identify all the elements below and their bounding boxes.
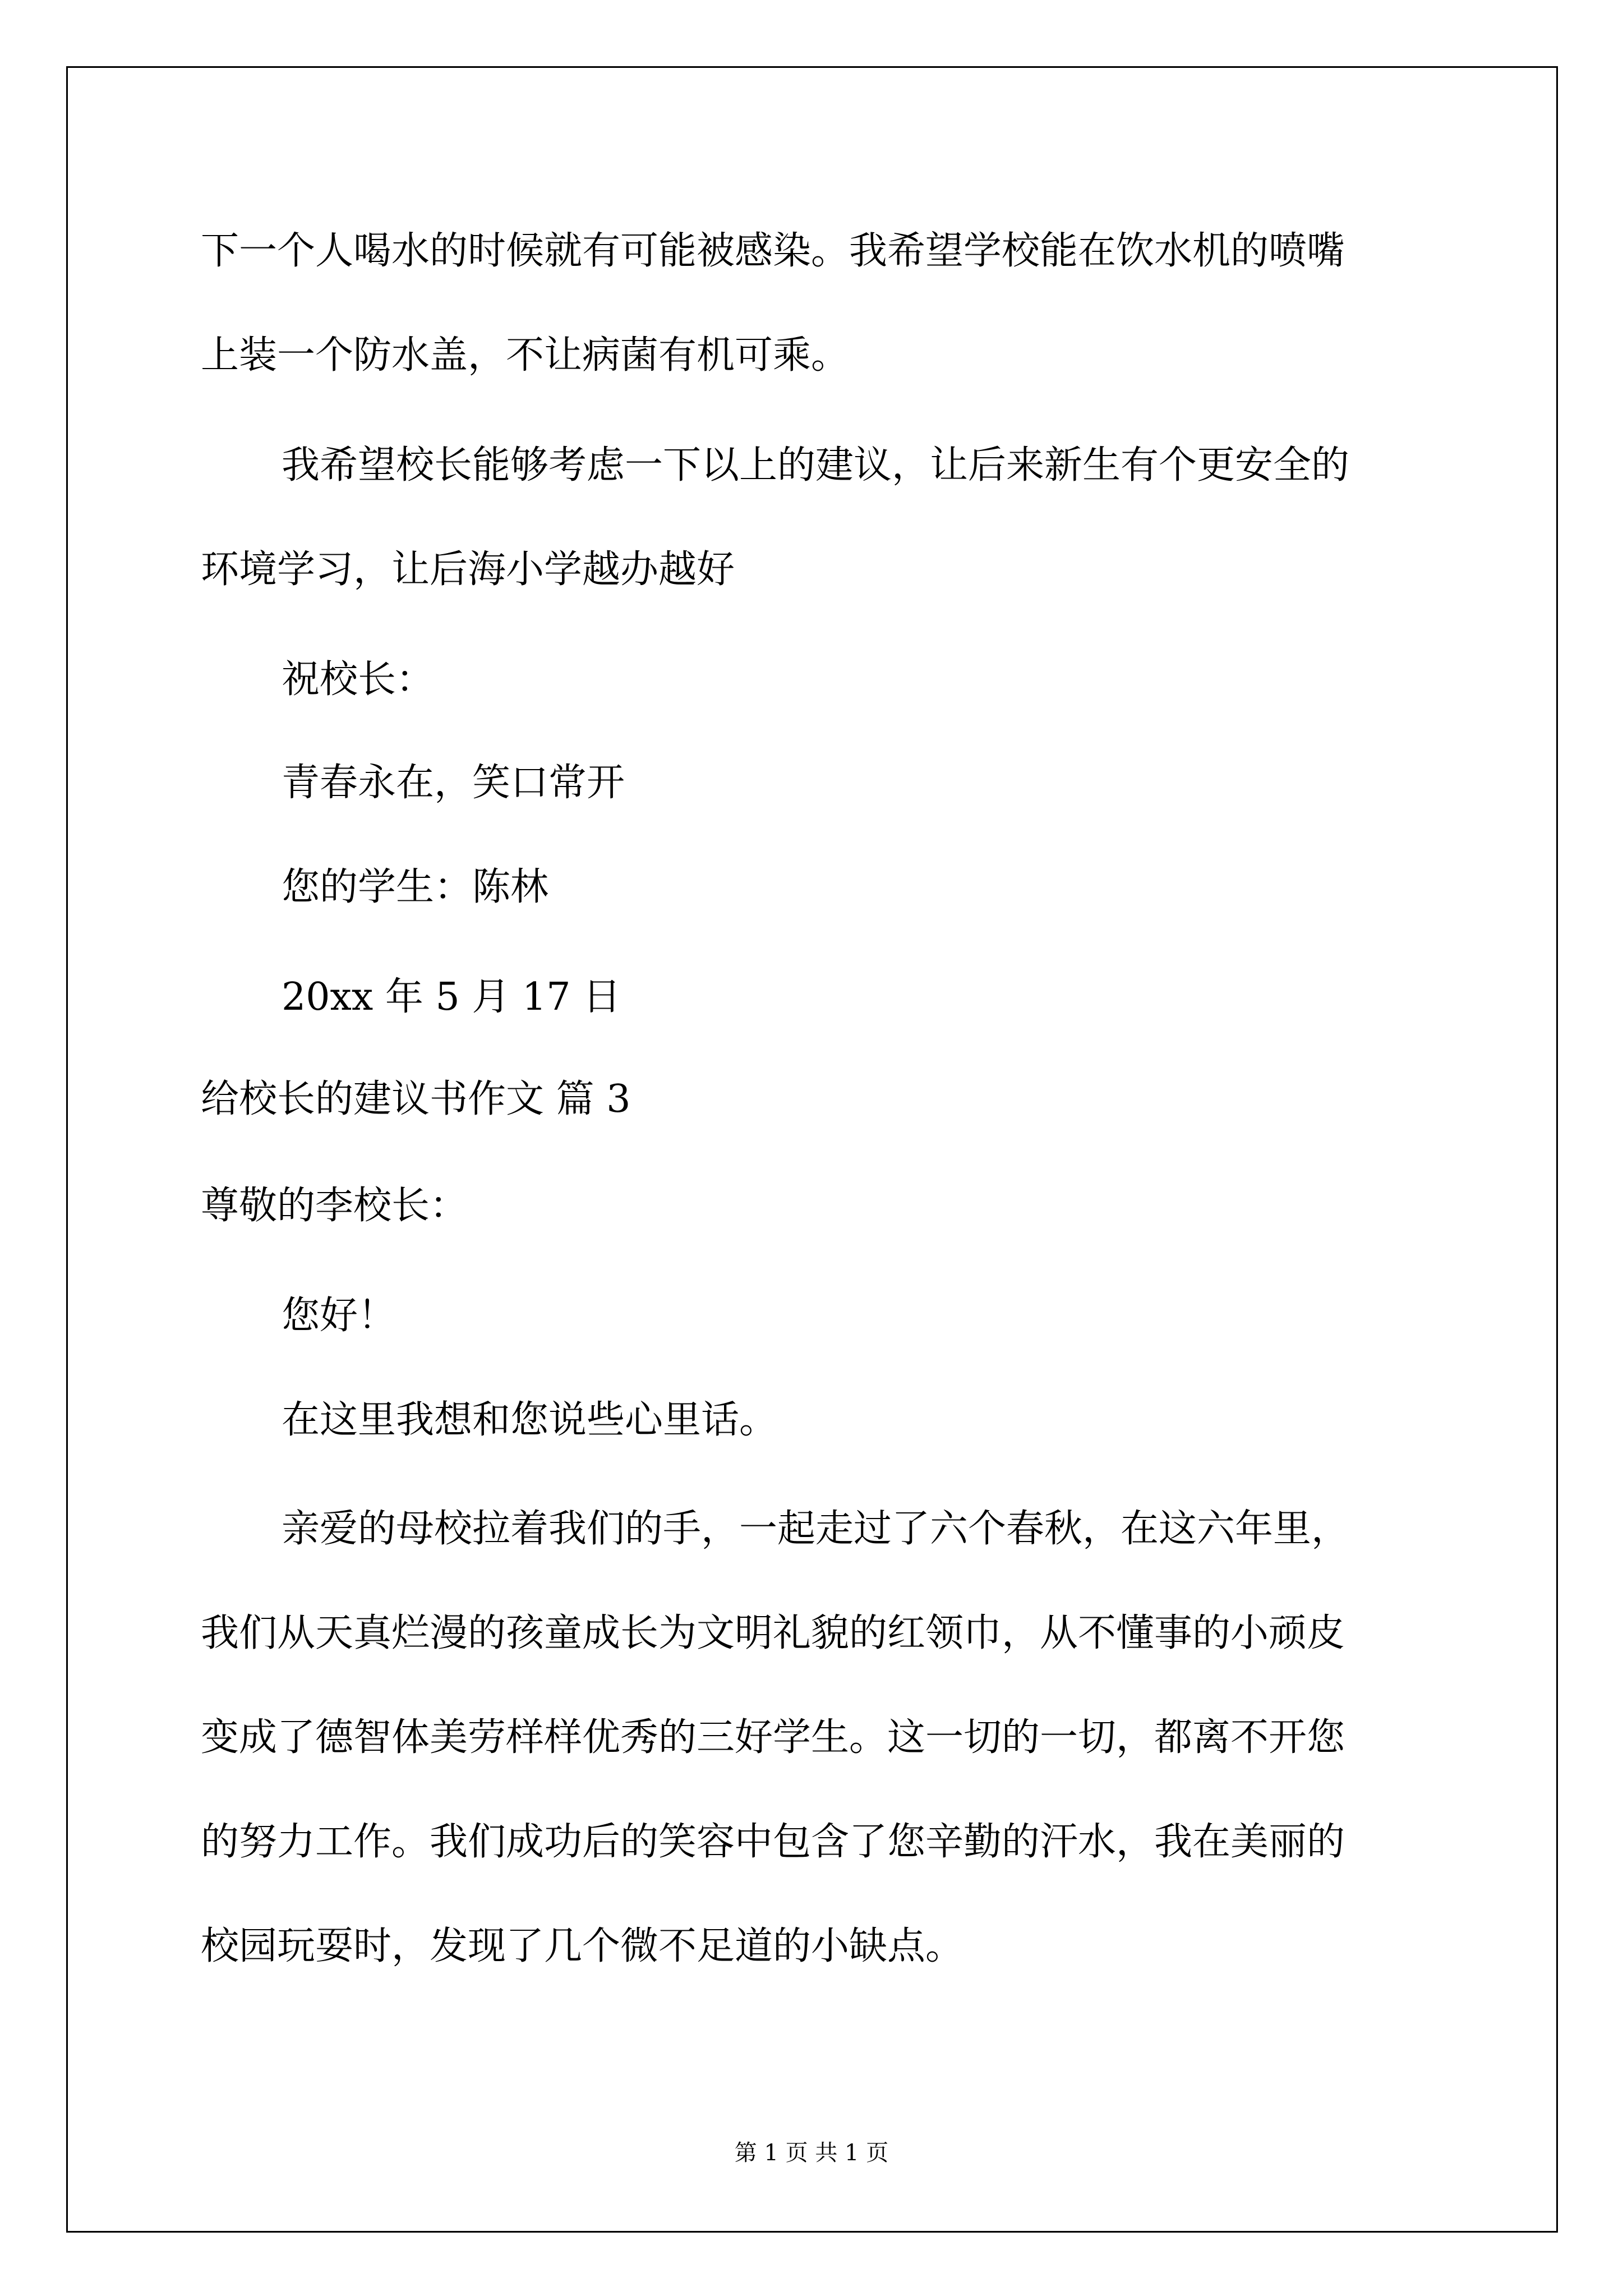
body-line-8: 的努力工作。我们成功后的笑容中包含了您辛勤的汗水，我在美丽的	[201, 1820, 1345, 1864]
salutation-line: 尊敬的李校长：	[201, 1184, 468, 1228]
body-line-2: 上装一个防水盖，不让病菌有机可乘。	[201, 333, 850, 378]
body-line-9: 校园玩耍时，发现了几个微不足道的小缺点。	[201, 1924, 964, 1968]
hello-line: 您好！	[282, 1294, 396, 1338]
body-line-3: 我希望校长能够考虑一下以上的建议，让后来新生有个更安全的	[282, 443, 1350, 487]
page-border	[66, 66, 1558, 2233]
body-line-6: 我们从天真烂漫的孩童成长为文明礼貌的红领巾，从不懂事的小顽皮	[201, 1611, 1345, 1655]
body-line-5: 亲爱的母校拉着我们的手，一起走过了六个春秋，在这六年里，	[282, 1507, 1350, 1551]
body-line-1: 下一个人喝水的时候就有可能被感染。我希望学校能在饮水机的喷嘴	[201, 229, 1345, 273]
wish-line: 青春永在，笑口常开	[282, 761, 625, 805]
date-line: 20xx 年 5 月 17 日	[282, 975, 621, 1019]
page-footer: 第 1 页 共 1 页	[734, 2140, 889, 2166]
signature-line: 您的学生：陈林	[282, 865, 549, 909]
intro-line: 在这里我想和您说些心里话。	[282, 1398, 778, 1442]
section-heading: 给校长的建议书作文 篇 3	[201, 1077, 631, 1121]
greeting-line: 祝校长：	[282, 657, 435, 702]
body-line-7: 变成了德智体美劳样样优秀的三好学生。这一切的一切，都离不开您	[201, 1715, 1345, 1760]
body-line-4: 环境学习，让后海小学越办越好	[201, 547, 735, 592]
